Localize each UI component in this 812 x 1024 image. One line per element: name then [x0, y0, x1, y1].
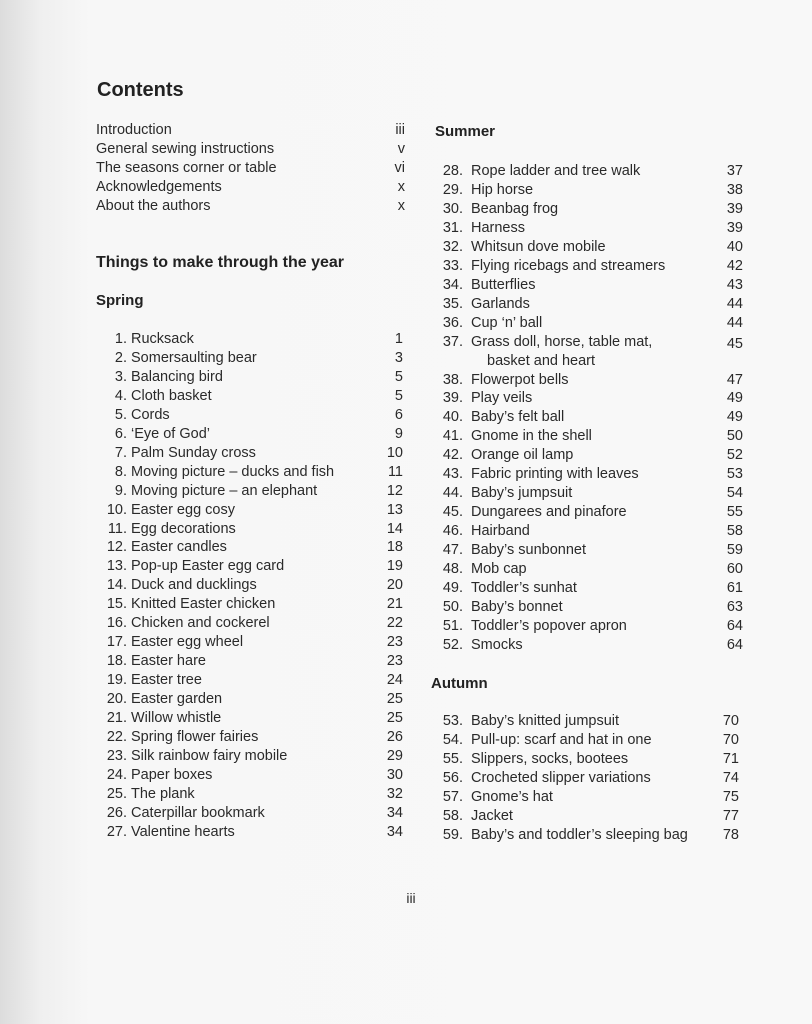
- entry-title: Orange oil lamp: [471, 447, 574, 464]
- entry-title: Duck and ducklings: [131, 577, 257, 594]
- spring-heading: Spring: [96, 292, 144, 309]
- entry-page: 49: [726, 390, 743, 407]
- entry-page: 23: [386, 634, 403, 651]
- entry-title: Rope ladder and tree walk: [471, 163, 641, 179]
- entry-number: 25.: [106, 785, 127, 802]
- entry-title: General sewing instructions: [96, 141, 275, 157]
- entry-page: 49: [726, 409, 743, 426]
- entry-number: 47.: [442, 542, 463, 559]
- entry-number: 1.: [114, 331, 127, 347]
- entry-title: Play veils: [471, 390, 533, 407]
- entry-title: Moving picture – an elephant: [131, 482, 318, 499]
- entry-number: 53.: [442, 713, 463, 729]
- entry-title: Introduction: [96, 122, 172, 138]
- entry-number: 39.: [442, 390, 463, 407]
- entry-number: 45.: [442, 504, 463, 521]
- entry-page: 34: [386, 804, 403, 821]
- entry-page: 64: [726, 636, 743, 653]
- entry-title: The plank: [131, 785, 195, 802]
- entry-title: Easter candles: [131, 539, 227, 556]
- entry-page: 37: [726, 163, 743, 179]
- entry-title: Willow whistle: [131, 710, 222, 726]
- entry-title: Gnome’s hat: [471, 789, 553, 805]
- entry-title: Flying ricebags and streamers: [471, 257, 666, 274]
- entry-title: Hip horse: [471, 181, 534, 198]
- entry-title: Valentine hearts: [131, 823, 235, 840]
- autumn-heading: Autumn: [431, 675, 488, 692]
- entry-page: 53: [726, 466, 743, 483]
- entry-page: 40: [726, 238, 743, 255]
- entry-page: 44: [726, 314, 743, 331]
- entry-number: 8.: [114, 463, 127, 480]
- entry-page: 77: [722, 808, 739, 824]
- page-title: Contents: [97, 79, 184, 101]
- entry-title: Whitsun dove mobile: [471, 238, 606, 255]
- entry-title: Flowerpot bells: [471, 371, 569, 388]
- entry-number: 26.: [106, 804, 127, 821]
- entry-number: 37.: [442, 333, 463, 350]
- entry-page: 42: [726, 257, 743, 274]
- entry-page: 45: [726, 335, 743, 352]
- entry-page: 29: [386, 747, 403, 764]
- entry-number: 44.: [442, 485, 463, 502]
- entry-page: 38: [726, 181, 743, 198]
- entry-page: 70: [722, 713, 739, 729]
- entry-number: 22.: [106, 728, 127, 745]
- entry-page: 64: [726, 617, 743, 634]
- entry-number: 49.: [442, 579, 463, 596]
- entry-number: 31.: [442, 219, 463, 236]
- entry-title: Baby’s and toddler’s sleeping bag: [471, 827, 688, 843]
- entry-number: 11.: [107, 520, 127, 537]
- entry-page: 63: [726, 598, 743, 615]
- entry-title: Cloth basket: [131, 387, 212, 404]
- entry-page: 58: [726, 523, 743, 540]
- entry-number: 10.: [106, 501, 127, 518]
- entry-page: 11: [387, 463, 403, 480]
- entry-number: 46.: [442, 523, 463, 540]
- entry-title: Knitted Easter chicken: [131, 596, 276, 613]
- entry-number: 17.: [106, 634, 127, 651]
- entry-page: 78: [722, 827, 739, 843]
- entry-page: 50: [726, 428, 743, 445]
- entry-page: 12: [386, 482, 403, 499]
- entry-page: 70: [722, 732, 739, 748]
- entry-title: Chicken and cockerel: [131, 615, 270, 632]
- entry-page: 6: [394, 406, 403, 423]
- entry-page: 44: [726, 295, 743, 312]
- entry-page: v: [397, 141, 405, 157]
- entry-title: Toddler’s sunhat: [471, 579, 577, 596]
- entry-title: Pop-up Easter egg card: [131, 558, 285, 575]
- entry-title: Slippers, socks, bootees: [471, 751, 629, 767]
- entry-number: 13.: [106, 558, 127, 575]
- entry-title: Gnome in the shell: [471, 428, 592, 445]
- entry-title: Toddler’s popover apron: [471, 617, 627, 634]
- entry-title: Rucksack: [131, 331, 194, 347]
- entry-number: 29.: [442, 181, 463, 198]
- entry-number: 40.: [442, 409, 463, 426]
- entry-number: 19.: [106, 672, 127, 689]
- entry-number: 5.: [114, 406, 127, 423]
- entry-number: 3.: [114, 368, 127, 385]
- entry-page: 25: [386, 691, 403, 708]
- entry-title: Butterflies: [471, 276, 536, 293]
- entry-title: Garlands: [471, 295, 530, 312]
- entry-title: Harness: [471, 219, 525, 236]
- entry-title: Somersaulting bear: [131, 349, 257, 366]
- entry-title: Egg decorations: [131, 520, 236, 537]
- entry-number: 23.: [106, 747, 127, 764]
- entry-title: Cords: [131, 406, 170, 423]
- entry-title: Acknowledgements: [96, 179, 222, 195]
- entry-number: 58.: [442, 808, 463, 824]
- entry-number: 27.: [106, 823, 127, 840]
- entry-title: Baby’s knitted jumpsuit: [471, 713, 620, 729]
- entry-title: Beanbag frog: [471, 200, 559, 217]
- entry-number: 48.: [442, 561, 463, 577]
- entry-title: Crocheted slipper variations: [471, 770, 651, 786]
- entry-title: The seasons corner or table: [96, 160, 277, 176]
- entry-number: 41.: [442, 428, 463, 445]
- entry-page: 54: [726, 485, 743, 502]
- entry-page: 39: [726, 219, 743, 236]
- entry-number: 24.: [106, 766, 127, 783]
- entry-title: Moving picture – ducks and fish: [131, 463, 335, 480]
- entry-page: 60: [726, 561, 743, 577]
- entry-page: 13: [386, 501, 403, 518]
- entry-number: 51.: [442, 617, 463, 634]
- entry-page: 52: [726, 447, 743, 464]
- entry-title: Caterpillar bookmark: [131, 804, 265, 821]
- entry-title: Easter hare: [131, 653, 206, 670]
- entry-page: 24: [386, 672, 403, 689]
- summer-heading: Summer: [435, 123, 496, 140]
- entry-page: 1: [394, 331, 403, 347]
- entry-number: 28.: [442, 163, 463, 179]
- entry-title: Easter egg cosy: [131, 501, 235, 518]
- entry-number: 6.: [114, 425, 127, 442]
- entry-page: 9: [394, 425, 403, 442]
- entry-number: 42.: [442, 447, 463, 464]
- entry-title: Pull-up: scarf and hat in one: [471, 732, 652, 748]
- entry-title: Paper boxes: [131, 766, 213, 783]
- entry-number: 20.: [106, 691, 127, 708]
- entry-title: Baby’s sunbonnet: [471, 542, 587, 559]
- entry-number: 57.: [442, 789, 463, 805]
- entry-number: 54.: [442, 732, 463, 748]
- entry-page: 10: [386, 444, 403, 461]
- entry-title: ‘Eye of God’: [131, 425, 210, 442]
- entry-page: 20: [386, 577, 403, 594]
- entry-page: 19: [386, 558, 403, 575]
- entry-number: 35.: [442, 295, 463, 312]
- entry-number: 16.: [106, 615, 127, 632]
- entry-number: 52.: [442, 636, 463, 653]
- entry-page: 18: [386, 539, 403, 556]
- entry-page: 61: [726, 579, 743, 596]
- entry-number: 9.: [114, 482, 127, 499]
- entry-title: Dungarees and pinafore: [471, 504, 627, 521]
- entry-title: Palm Sunday cross: [131, 444, 256, 461]
- entry-page: 23: [386, 653, 403, 670]
- entry-page: x: [397, 179, 405, 195]
- entry-page: 14: [386, 520, 403, 537]
- entry-title: Baby’s bonnet: [471, 598, 563, 615]
- entry-page: 26: [386, 728, 403, 745]
- entry-number: 32.: [442, 238, 463, 255]
- entry-title: Smocks: [471, 636, 523, 653]
- entry-title: Spring flower fairies: [131, 728, 259, 745]
- entry-page: 39: [726, 200, 743, 217]
- entry-page: 34: [386, 823, 403, 840]
- entry-number: 21.: [106, 710, 127, 726]
- entry-title: Fabric printing with leaves: [471, 466, 639, 483]
- entry-number: 30.: [442, 200, 463, 217]
- entry-title: Cup ‘n’ ball: [471, 314, 543, 331]
- entry-page: 59: [726, 542, 743, 559]
- entry-number: 56.: [442, 770, 463, 786]
- section-heading: Things to make through the year: [96, 254, 345, 271]
- entry-page: 25: [386, 710, 403, 726]
- page-number: iii: [406, 890, 416, 906]
- entry-title: Hairband: [471, 523, 530, 540]
- entry-title: About the authors: [96, 198, 211, 214]
- entry-title: Easter garden: [131, 691, 223, 708]
- entry-number: 4.: [114, 387, 127, 404]
- entry-page: 55: [726, 504, 743, 521]
- entry-page: 74: [722, 770, 739, 786]
- entry-number: 34.: [442, 276, 463, 293]
- entry-number: 36.: [442, 314, 463, 331]
- entry-page: 21: [386, 596, 403, 613]
- entry-number: 59.: [442, 827, 463, 843]
- entry-page: 22: [386, 615, 403, 632]
- entry-page: 71: [722, 751, 739, 767]
- entry-title: Balancing bird: [131, 368, 223, 385]
- entry-page: 75: [722, 789, 739, 805]
- entry-page: x: [397, 198, 405, 214]
- entry-number: 38.: [442, 371, 463, 388]
- entry-page: 5: [394, 387, 403, 404]
- entry-title: Baby’s jumpsuit: [471, 485, 573, 502]
- entry-number: 18.: [106, 653, 127, 670]
- entry-page: 30: [386, 766, 403, 783]
- entry-title: Silk rainbow fairy mobile: [131, 747, 288, 764]
- entry-title: Easter egg wheel: [131, 634, 244, 651]
- entry-number: 55.: [442, 751, 463, 767]
- entry-title: Easter tree: [131, 672, 202, 689]
- entry-page: 47: [726, 371, 743, 388]
- entry-page: 32: [386, 785, 403, 802]
- entry-number: 14.: [106, 577, 127, 594]
- entry-number: 15.: [106, 596, 127, 613]
- entry-page: iii: [395, 122, 405, 138]
- entry-page: vi: [394, 160, 405, 176]
- entry-number: 43.: [442, 466, 463, 483]
- entry-page: 3: [394, 349, 403, 366]
- entry-title: Jacket: [471, 808, 513, 824]
- entry-title-continued: basket and heart: [487, 352, 596, 369]
- entry-number: 33.: [442, 257, 463, 274]
- entry-number: 50.: [442, 598, 463, 615]
- entry-number: 7.: [114, 444, 127, 461]
- entry-title: Baby’s felt ball: [471, 409, 565, 426]
- entry-title: Grass doll, horse, table mat,: [471, 333, 653, 350]
- entry-page: 43: [726, 276, 743, 293]
- entry-title: Mob cap: [471, 561, 527, 577]
- entry-page: 5: [394, 368, 403, 385]
- entry-number: 2.: [114, 349, 127, 366]
- entry-number: 12.: [106, 539, 127, 556]
